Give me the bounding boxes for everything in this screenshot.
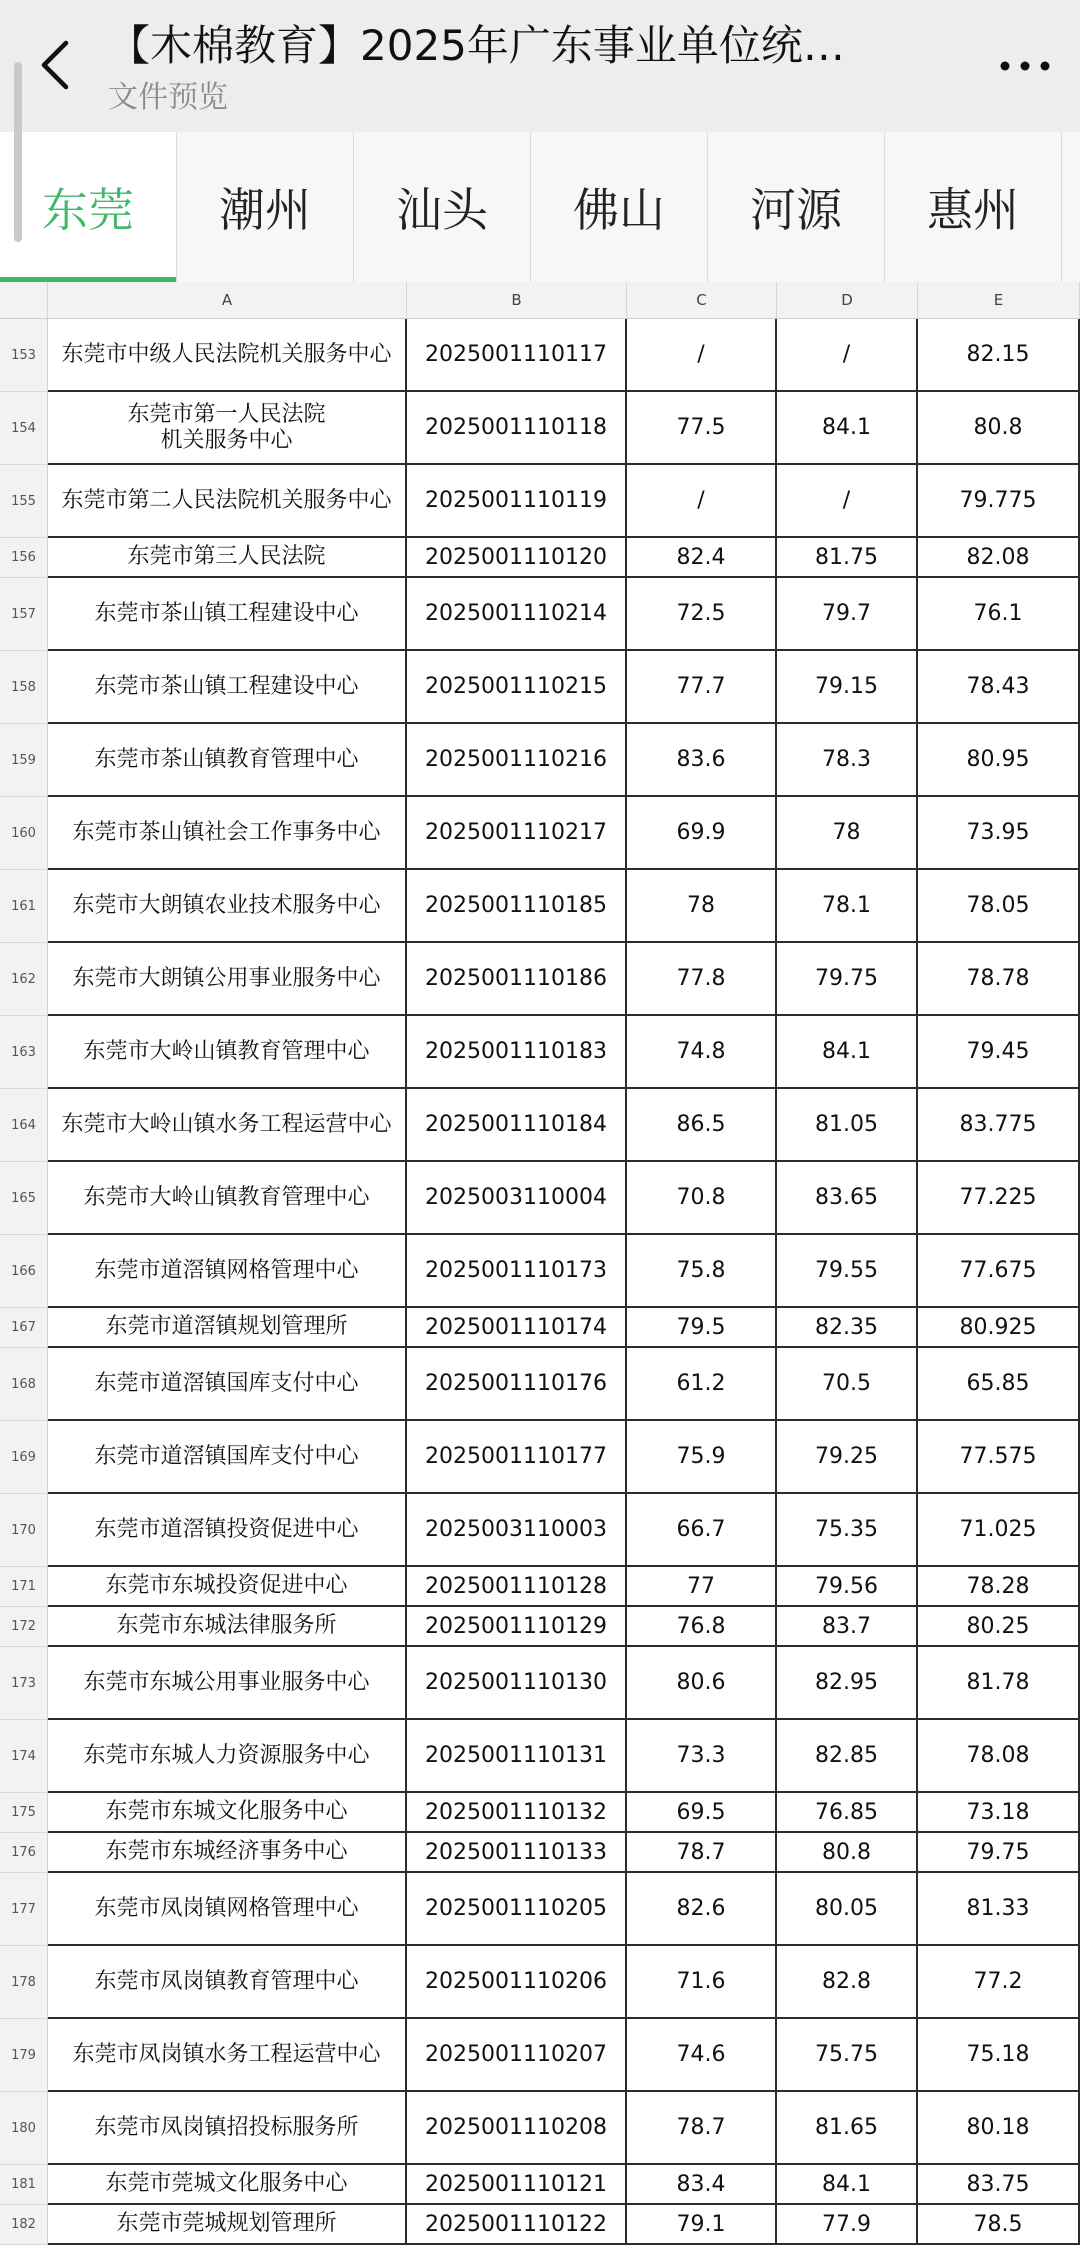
cell-score-c[interactable]: 77.5 xyxy=(627,392,777,465)
cell-exam-id[interactable]: 2025003110004 xyxy=(407,1162,627,1235)
cell-score-d[interactable]: / xyxy=(777,465,918,538)
cell-score-c[interactable]: 82.6 xyxy=(627,1873,777,1946)
table-row xyxy=(0,1833,1080,1873)
cell-unit-name[interactable]: 东莞市茶山镇社会工作事务中心 xyxy=(48,797,407,870)
cell-score-e[interactable]: 80.25 xyxy=(918,1607,1080,1647)
row-number[interactable]: 160 xyxy=(0,797,48,870)
column-header-row xyxy=(0,282,1080,319)
table-row xyxy=(0,797,1080,870)
cell-score-d[interactable]: 80.8 xyxy=(777,1833,918,1873)
cell-score-c[interactable]: 72.5 xyxy=(627,578,777,651)
row-number[interactable]: 178 xyxy=(0,1946,48,2019)
cell-score-c[interactable]: 69.5 xyxy=(627,1793,777,1833)
cell-score-d[interactable]: 76.85 xyxy=(777,1793,918,1833)
cell-exam-id[interactable]: 2025001110216 xyxy=(407,724,627,797)
cell-score-d[interactable]: 78.3 xyxy=(777,724,918,797)
title-area xyxy=(108,16,928,118)
scroll-indicator[interactable] xyxy=(14,62,22,242)
row-number[interactable]: 169 xyxy=(0,1421,48,1494)
cell-exam-id[interactable]: 2025001110174 xyxy=(407,1308,627,1348)
row-number[interactable]: 172 xyxy=(0,1607,48,1647)
cell-score-d[interactable]: 82.35 xyxy=(777,1308,918,1348)
table-row xyxy=(0,1162,1080,1235)
cell-score-d[interactable]: / xyxy=(777,319,918,392)
cell-score-e[interactable]: 65.85 xyxy=(918,1348,1080,1421)
row-number[interactable]: 164 xyxy=(0,1089,48,1162)
table-row xyxy=(0,1348,1080,1421)
cell-exam-id[interactable]: 2025001110185 xyxy=(407,870,627,943)
table-row xyxy=(0,1607,1080,1647)
row-number[interactable]: 171 xyxy=(0,1567,48,1607)
cell-score-d[interactable]: 81.05 xyxy=(777,1089,918,1162)
cell-score-e[interactable]: 78.05 xyxy=(918,870,1080,943)
cell-score-e[interactable]: 80.925 xyxy=(918,1308,1080,1348)
cell-score-e[interactable]: 71.025 xyxy=(918,1494,1080,1567)
cell-score-e[interactable]: 77.225 xyxy=(918,1162,1080,1235)
table-row xyxy=(0,578,1080,651)
cell-score-c[interactable]: 71.6 xyxy=(627,1946,777,2019)
cell-score-d[interactable]: 82.85 xyxy=(777,1720,918,1793)
cell-score-c[interactable]: 80.6 xyxy=(627,1647,777,1720)
row-number[interactable]: 170 xyxy=(0,1494,48,1567)
cell-exam-id[interactable]: 2025001110129 xyxy=(407,1607,627,1647)
cell-score-e[interactable]: 81.78 xyxy=(918,1647,1080,1720)
cell-score-d[interactable]: 79.25 xyxy=(777,1421,918,1494)
cell-unit-name[interactable]: 东莞市莞城文化服务中心 xyxy=(48,2165,407,2205)
cell-score-c[interactable]: 70.8 xyxy=(627,1162,777,1235)
cell-score-d[interactable]: 84.1 xyxy=(777,1016,918,1089)
cell-unit-name[interactable]: 东莞市第二人民法院机关服务中心 xyxy=(48,465,407,538)
table-row xyxy=(0,1946,1080,2019)
cell-score-c[interactable]: 86.5 xyxy=(627,1089,777,1162)
cell-score-d[interactable]: 84.1 xyxy=(777,392,918,465)
cell-unit-name[interactable]: 东莞市凤岗镇招投标服务所 xyxy=(48,2092,407,2165)
cell-unit-name[interactable]: 东莞市莞城规划管理所 xyxy=(48,2205,407,2245)
spreadsheet xyxy=(0,282,1080,2245)
cell-exam-id[interactable]: 2025001110184 xyxy=(407,1089,627,1162)
cell-score-e[interactable]: 73.18 xyxy=(918,1793,1080,1833)
cell-exam-id[interactable]: 2025001110121 xyxy=(407,2165,627,2205)
table-row xyxy=(0,1494,1080,1567)
cell-score-e[interactable]: 75.18 xyxy=(918,2019,1080,2092)
table-row xyxy=(0,538,1080,578)
cell-score-c[interactable]: 74.6 xyxy=(627,2019,777,2092)
cell-exam-id[interactable]: 2025003110003 xyxy=(407,1494,627,1567)
row-number[interactable]: 165 xyxy=(0,1162,48,1235)
page-title: 【木棉教育】2025年广东事业单位统… xyxy=(108,21,845,70)
table-row xyxy=(0,392,1080,465)
cell-exam-id[interactable]: 2025001110217 xyxy=(407,797,627,870)
cell-unit-name[interactable]: 东莞市第一人民法院 机关服务中心 xyxy=(48,392,407,465)
sheet-tab[interactable]: 惠州 xyxy=(885,132,1062,282)
cell-exam-id[interactable]: 2025001110183 xyxy=(407,1016,627,1089)
cell-unit-name[interactable]: 东莞市茶山镇工程建设中心 xyxy=(48,578,407,651)
cell-score-d[interactable]: 80.05 xyxy=(777,1873,918,1946)
cell-unit-name[interactable]: 东莞市大朗镇公用事业服务中心 xyxy=(48,943,407,1016)
row-number[interactable]: 177 xyxy=(0,1873,48,1946)
column-header-e[interactable]: E xyxy=(918,282,1080,318)
cell-unit-name[interactable]: 东莞市东城法律服务所 xyxy=(48,1607,407,1647)
cell-score-c[interactable]: 78.7 xyxy=(627,1833,777,1873)
cell-unit-name[interactable]: 东莞市凤岗镇水务工程运营中心 xyxy=(48,2019,407,2092)
cell-score-d[interactable]: 79.55 xyxy=(777,1235,918,1308)
cell-unit-name[interactable]: 东莞市凤岗镇教育管理中心 xyxy=(48,1946,407,2019)
cell-score-c[interactable]: 69.9 xyxy=(627,797,777,870)
table-row xyxy=(0,2205,1080,2245)
cell-score-c[interactable]: / xyxy=(627,319,777,392)
cell-score-e[interactable]: 77.2 xyxy=(918,1946,1080,2019)
row-number[interactable]: 174 xyxy=(0,1720,48,1793)
cell-unit-name[interactable]: 东莞市大岭山镇教育管理中心 xyxy=(48,1016,407,1089)
table-row xyxy=(0,1873,1080,1946)
cell-score-e[interactable]: 79.775 xyxy=(918,465,1080,538)
column-header-c[interactable]: C xyxy=(627,282,777,318)
table-row xyxy=(0,1308,1080,1348)
cell-score-d[interactable]: 70.5 xyxy=(777,1348,918,1421)
row-number[interactable]: 153 xyxy=(0,319,48,392)
cell-score-c[interactable]: 76.8 xyxy=(627,1607,777,1647)
table-row xyxy=(0,870,1080,943)
cell-unit-name[interactable]: 东莞市东城投资促进中心 xyxy=(48,1567,407,1607)
cell-unit-name[interactable]: 东莞市茶山镇工程建设中心 xyxy=(48,651,407,724)
cell-exam-id[interactable]: 2025001110122 xyxy=(407,2205,627,2245)
row-number[interactable]: 166 xyxy=(0,1235,48,1308)
cell-exam-id[interactable]: 2025001110173 xyxy=(407,1235,627,1308)
sheet-tabs xyxy=(0,132,1080,283)
cell-unit-name[interactable]: 东莞市东城文化服务中心 xyxy=(48,1793,407,1833)
table-row xyxy=(0,1421,1080,1494)
row-number[interactable]: 173 xyxy=(0,1647,48,1720)
cell-score-e[interactable]: 76.1 xyxy=(918,578,1080,651)
cell-score-e[interactable]: 78.28 xyxy=(918,1567,1080,1607)
cell-exam-id[interactable]: 2025001110214 xyxy=(407,578,627,651)
cell-score-c[interactable]: 79.1 xyxy=(627,2205,777,2245)
row-number[interactable]: 179 xyxy=(0,2019,48,2092)
cell-score-c[interactable]: 73.3 xyxy=(627,1720,777,1793)
row-number[interactable]: 158 xyxy=(0,651,48,724)
sheet-tab[interactable]: 东莞 xyxy=(0,132,177,282)
chevron-left-icon xyxy=(38,39,72,91)
cell-score-e[interactable]: 77.675 xyxy=(918,1235,1080,1308)
sheet-tab[interactable]: 汕头 xyxy=(354,132,531,282)
cell-exam-id[interactable]: 2025001110130 xyxy=(407,1647,627,1720)
cell-exam-id[interactable]: 2025001110120 xyxy=(407,538,627,578)
cell-exam-id[interactable]: 2025001110119 xyxy=(407,465,627,538)
cell-score-e[interactable]: 82.08 xyxy=(918,538,1080,578)
cell-score-d[interactable]: 78 xyxy=(777,797,918,870)
cell-exam-id[interactable]: 2025001110206 xyxy=(407,1946,627,2019)
row-number[interactable]: 175 xyxy=(0,1793,48,1833)
cell-score-c[interactable]: 74.8 xyxy=(627,1016,777,1089)
table-row xyxy=(0,2092,1080,2165)
table-row xyxy=(0,319,1080,392)
cell-score-c[interactable]: 79.5 xyxy=(627,1308,777,1348)
cell-score-e[interactable]: 73.95 xyxy=(918,797,1080,870)
cell-unit-name[interactable]: 东莞市茶山镇教育管理中心 xyxy=(48,724,407,797)
cell-score-e[interactable]: 78.78 xyxy=(918,943,1080,1016)
cell-score-d[interactable]: 79.56 xyxy=(777,1567,918,1607)
back-button[interactable] xyxy=(30,28,80,102)
cell-score-d[interactable]: 79.7 xyxy=(777,578,918,651)
cell-exam-id[interactable]: 2025001110117 xyxy=(407,319,627,392)
cell-unit-name[interactable]: 东莞市道滘镇网格管理中心 xyxy=(48,1235,407,1308)
column-header-a[interactable]: A xyxy=(48,282,407,318)
cell-score-e[interactable]: 82.15 xyxy=(918,319,1080,392)
cell-score-e[interactable]: 80.18 xyxy=(918,2092,1080,2165)
table-row xyxy=(0,1793,1080,1833)
cell-score-c[interactable]: 78.7 xyxy=(627,2092,777,2165)
cell-score-e[interactable]: 78.43 xyxy=(918,651,1080,724)
cell-exam-id[interactable]: 2025001110176 xyxy=(407,1348,627,1421)
row-number[interactable]: 161 xyxy=(0,870,48,943)
cell-unit-name[interactable]: 东莞市道滘镇国库支付中心 xyxy=(48,1348,407,1421)
cell-score-e[interactable]: 80.95 xyxy=(918,724,1080,797)
cell-unit-name[interactable]: 东莞市中级人民法院机关服务中心 xyxy=(48,319,407,392)
cell-unit-name[interactable]: 东莞市第三人民法院 xyxy=(48,538,407,578)
cell-score-e[interactable]: 79.45 xyxy=(918,1016,1080,1089)
cell-score-c[interactable]: 75.8 xyxy=(627,1235,777,1308)
table-body xyxy=(0,319,1080,2245)
table-row xyxy=(0,1567,1080,1607)
cell-unit-name[interactable]: 东莞市道滘镇投资促进中心 xyxy=(48,1494,407,1567)
column-header-b[interactable]: B xyxy=(407,282,627,318)
table-row xyxy=(0,651,1080,724)
cell-score-e[interactable]: 80.8 xyxy=(918,392,1080,465)
cell-score-d[interactable]: 81.75 xyxy=(777,538,918,578)
row-number[interactable]: 181 xyxy=(0,2165,48,2205)
table-row xyxy=(0,1016,1080,1089)
cell-unit-name[interactable]: 东莞市大岭山镇教育管理中心 xyxy=(48,1162,407,1235)
cell-unit-name[interactable]: 东莞市东城公用事业服务中心 xyxy=(48,1647,407,1720)
cell-score-e[interactable]: 79.75 xyxy=(918,1833,1080,1873)
cell-exam-id[interactable]: 2025001110128 xyxy=(407,1567,627,1607)
cell-score-d[interactable]: 77.9 xyxy=(777,2205,918,2245)
row-number[interactable]: 182 xyxy=(0,2205,48,2245)
table-row xyxy=(0,724,1080,797)
cell-exam-id[interactable]: 2025001110215 xyxy=(407,651,627,724)
table-row xyxy=(0,2019,1080,2092)
cell-unit-name[interactable]: 东莞市凤岗镇网格管理中心 xyxy=(48,1873,407,1946)
row-number[interactable]: 155 xyxy=(0,465,48,538)
cell-score-c[interactable]: 78 xyxy=(627,870,777,943)
page-subtitle: 文件预览 xyxy=(108,80,228,115)
cell-score-e[interactable]: 77.575 xyxy=(918,1421,1080,1494)
cell-exam-id[interactable]: 2025001110131 xyxy=(407,1720,627,1793)
cell-score-e[interactable]: 78.08 xyxy=(918,1720,1080,1793)
row-number[interactable]: 176 xyxy=(0,1833,48,1873)
sheet-tab[interactable]: 佛山 xyxy=(531,132,708,282)
row-number[interactable]: 162 xyxy=(0,943,48,1016)
cell-exam-id[interactable]: 2025001110207 xyxy=(407,2019,627,2092)
cell-score-c[interactable]: 77.8 xyxy=(627,943,777,1016)
cell-unit-name[interactable]: 东莞市道滘镇规划管理所 xyxy=(48,1308,407,1348)
column-header-d[interactable]: D xyxy=(777,282,918,318)
row-number[interactable]: 180 xyxy=(0,2092,48,2165)
cell-score-d[interactable]: 84.1 xyxy=(777,2165,918,2205)
cell-score-d[interactable]: 79.75 xyxy=(777,943,918,1016)
row-number[interactable]: 168 xyxy=(0,1348,48,1421)
corner-cell[interactable] xyxy=(0,282,48,318)
cell-score-d[interactable]: 78.1 xyxy=(777,870,918,943)
more-dots-icon xyxy=(999,60,1051,72)
tabs-filler xyxy=(1062,132,1080,282)
cell-score-d[interactable]: 75.35 xyxy=(777,1494,918,1567)
table-row xyxy=(0,1235,1080,1308)
cell-score-e[interactable]: 83.75 xyxy=(918,2165,1080,2205)
cell-score-c[interactable]: 75.9 xyxy=(627,1421,777,1494)
cell-score-c[interactable]: 77.7 xyxy=(627,651,777,724)
cell-exam-id[interactable]: 2025001110208 xyxy=(407,2092,627,2165)
table-row xyxy=(0,1720,1080,1793)
cell-score-d[interactable]: 82.8 xyxy=(777,1946,918,2019)
cell-score-d[interactable]: 83.65 xyxy=(777,1162,918,1235)
cell-score-d[interactable]: 83.7 xyxy=(777,1607,918,1647)
cell-exam-id[interactable]: 2025001110118 xyxy=(407,392,627,465)
cell-score-c[interactable]: 83.4 xyxy=(627,2165,777,2205)
cell-score-c[interactable]: 77 xyxy=(627,1567,777,1607)
cell-score-c[interactable]: / xyxy=(627,465,777,538)
row-number[interactable]: 154 xyxy=(0,392,48,465)
more-options-button[interactable] xyxy=(990,38,1060,94)
row-number[interactable]: 159 xyxy=(0,724,48,797)
cell-score-e[interactable]: 83.775 xyxy=(918,1089,1080,1162)
table-row xyxy=(0,465,1080,538)
cell-exam-id[interactable]: 2025001110177 xyxy=(407,1421,627,1494)
cell-exam-id[interactable]: 2025001110133 xyxy=(407,1833,627,1873)
cell-unit-name[interactable]: 东莞市东城经济事务中心 xyxy=(48,1833,407,1873)
table-row xyxy=(0,1089,1080,1162)
table-row xyxy=(0,1647,1080,1720)
cell-unit-name[interactable]: 东莞市大岭山镇水务工程运营中心 xyxy=(48,1089,407,1162)
cell-score-c[interactable]: 61.2 xyxy=(627,1348,777,1421)
cell-score-d[interactable]: 82.95 xyxy=(777,1647,918,1720)
cell-exam-id[interactable]: 2025001110186 xyxy=(407,943,627,1016)
table-row xyxy=(0,943,1080,1016)
cell-score-c[interactable]: 66.7 xyxy=(627,1494,777,1567)
row-number[interactable]: 156 xyxy=(0,538,48,578)
cell-score-d[interactable]: 75.75 xyxy=(777,2019,918,2092)
cell-score-d[interactable]: 81.65 xyxy=(777,2092,918,2165)
cell-exam-id[interactable]: 2025001110132 xyxy=(407,1793,627,1833)
cell-unit-name[interactable]: 东莞市大朗镇农业技术服务中心 xyxy=(48,870,407,943)
cell-unit-name[interactable]: 东莞市道滘镇国库支付中心 xyxy=(48,1421,407,1494)
row-number[interactable]: 167 xyxy=(0,1308,48,1348)
sheet-tab[interactable]: 河源 xyxy=(708,132,885,282)
table-row xyxy=(0,2165,1080,2205)
cell-exam-id[interactable]: 2025001110205 xyxy=(407,1873,627,1946)
row-number[interactable]: 163 xyxy=(0,1016,48,1089)
cell-score-e[interactable]: 81.33 xyxy=(918,1873,1080,1946)
cell-score-d[interactable]: 79.15 xyxy=(777,651,918,724)
cell-score-c[interactable]: 83.6 xyxy=(627,724,777,797)
cell-score-c[interactable]: 82.4 xyxy=(627,538,777,578)
cell-score-e[interactable]: 78.5 xyxy=(918,2205,1080,2245)
sheet-tab[interactable]: 潮州 xyxy=(177,132,354,282)
cell-unit-name[interactable]: 东莞市东城人力资源服务中心 xyxy=(48,1720,407,1793)
row-number[interactable]: 157 xyxy=(0,578,48,651)
app-header xyxy=(0,0,1080,132)
